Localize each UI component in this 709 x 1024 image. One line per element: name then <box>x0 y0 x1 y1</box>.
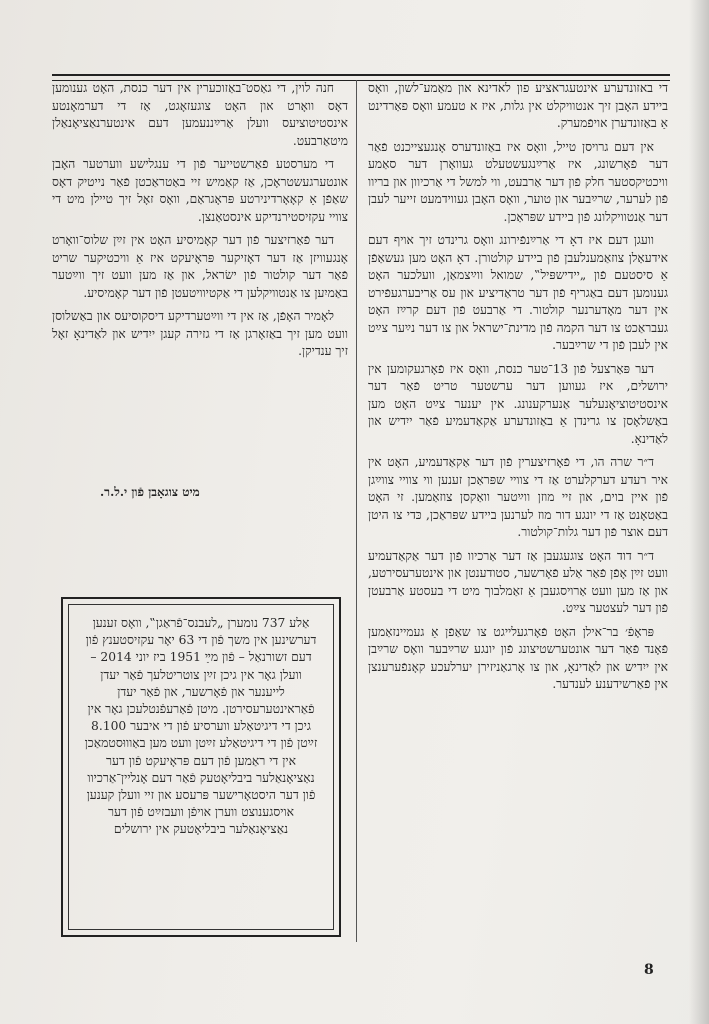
article-paragraph: פּראָפֿ׳ בר־אילן האָט פֿאָרגעלייגט צו שאַפֿן אַ געמיינזאַמען פֿאָנד פֿאַר דער אונטערשטיצונג פֿון יונגע שרײַבער וואָס שרײַבן אין ייִדיש און לאַדינאָ, און צו אָרגאַניזירן יערלעכע קאָנפֿערענצן אין פֿאַרשידענע לענדער. <box>368 624 668 691</box>
article-paragraph: דער פּאַרצעל פֿון 13־טער כנסת, וואָס איז פֿאָרגעקומען אין ירושלים, איז געווען דער ערשטער טריט פֿאַר דער אינסטיטוציאָנעלער אַנערקענונג. אין יענער צײַט האָט מען באַשלאָסן צו גרינדן אַ באַזונדערע אַקאַדעמיע פֿאַר ייִדיש און לאַדינאָ. <box>368 361 668 446</box>
archive-notice-box <box>61 597 341 937</box>
article-column-left <box>52 80 348 500</box>
page-fold-shadow <box>689 0 709 1024</box>
archive-notice-text: אַלע 737 נומערן „לעבנס־פֿראַגן‟, וואָס זענען דערשינען אין משך פֿון די 63 יאָר עקזיסטענץ פֿון דעם זשורנאַל – פֿון מײַ 1951 ביז יוני 2014 – וועלן גאָר אין גיכן זײַן צוטריטלעך פֿאַר יעדן לייענער און פֿאָרשער, און פֿאַר יעדן פֿאַראינטערעסירטן. מיטן פֿאַרעפֿנטלעכן גאָר אין גיכן די דיגיטאַלע ווערסיע פֿון די איבער 8.100 זײַטן פֿון די דיגיטאַלע זײַטן וועט מען באַוווּסטמאַכן אין די ראַמען פֿון דעם פּראָיעקט פֿון דער נאַציאָנאַלער ביבליאָטעק פֿאַר דעם אָנליין־אַרכיוו פֿון דער היסטאָרישער פּרעסע און זיי וועלן קענען אויסגענוצט ווערן אויפֿן וועבזײַט פֿון דער נאַציאָנאַלער ביבליאָטעק אין ירושלים <box>68 604 334 930</box>
article-signature: מיט צוגאָבן פֿון י.ל.ר. <box>100 485 200 499</box>
column-divider <box>356 80 357 942</box>
article-paragraph: לאָמיר האָפֿן, אַז אין די ווײַטערדיקע דיסקוסיעס און באַשלוסן וועט מען זיך באַזאָרגן אַז די גזירה קעגן ייִדיש און לאַדינאָ זאָל זיך ענדיקן. <box>52 309 348 358</box>
article-paragraph: חנה לוין, די גאַסט־באַזוכערין אין דער כנסת, האָט גענומען דאָס וואָרט און האָט צוגעזאָגט, אַז די דערמאָנטע אינסטיטוציעס וועלן אַרײַננעמען דעם אינטערנאַציאָנאַלן מיטאַרבעט. <box>52 81 348 148</box>
article-column-right <box>368 80 668 950</box>
article-paragraph: דער פֿאַרזיצער פֿון דער קאָמיסיע האָט אין זײַן שלוס־וואָרט אָנגעוויזן אַז דער דאָזיקער פּראָיעקט איז אַ וויכטיקער שריט פֿאַר דער קולטור פֿון ישׂראל, און אַז מען וועט זיך ווײַטער באַמיִען צו אַנטוויקלען די אַקטיוויטעטן פֿון דער קאָמיסיע. <box>52 233 348 300</box>
article-paragraph: ד״ר שרה הו, די פֿאָרזיצערין פֿון דער אַקאַדעמיע, האָט אין איר רעדע דערקלערט אַז די צוויי שפּראַכן זענען ווי צוויי צווײַגן פֿון איין בוים, און זיי מוזן ווײַטער וואַקסן צוזאַמען. זי האָט באַטאָנט אַז די יונגע דור מוז לערנען ביידע שפּראַכן, כּדי צו היטן דעם אוצר פֿון דער גלות־קולטור. <box>368 455 668 539</box>
page-number: 8 <box>644 962 654 978</box>
article-paragraph: ד״ר דוד האָט צוגעגעבן אַז דער אַרכיוו פֿון דער אַקאַדעמיע וועט זײַן אָפֿן פֿאַר אַלע פֿאָרשער, סטודענטן און אינטערעסירטע, און אַז מען וועט אַרויסגעבן אַ זאַמלבוך מיט די בעסטע אַרבעטן פֿון דער לעצטער צײַט. <box>368 548 668 615</box>
article-paragraph: וועגן דעם איז דאָ די אַרײַנפֿירונג וואָס גרינדט זיך אויף דעם אידעאַלן צוזאַמענלעבן פֿון ביידע קולטורן. דאָ האָט מען געשאַפֿן אַ סיסטעם פֿון „יידישפּיל‟, שמואל ווײַצמאַן, וועלכער האָט גענומען דעם באַגריף פֿון דער טראַדיציע און עס אַריבערגעפֿירט אין דער מאָדערנער קולטור. די אַרבעט פֿון דעם קרײַז האָט געבראַכט צו דער הקמה פֿון מדינת־ישראל און צו דער נײַער צײַט אין לעבן פֿון די שרײַבער. <box>368 233 668 352</box>
article-paragraph: אין דעם גרויסן טייל, וואָס איז באַזונדערס אָנגעצייכנט פֿאַר דער פֿאָרשונג, איז אַרײַנגעשטעלט געוואָרן דער סאַמע וויכטיקסטער חלק פֿון דער אַרבעט, ווי למשל די אַרכיוון און בריוו פֿון לערער, שרײַבער און טוער, וואָס האָבן געווידמעט זייער לעבן דער אַנטוויקלונג פֿון ביידע שפּראַכן. <box>368 139 668 224</box>
article-paragraph: די מערסטע פֿאַרשטייער פֿון די ענגלישע ווערטער האָבן אונטערגעשטראָכן, אַז קאַמיש זיי באַטראַכטן פֿאַר נייטיק דאָס שאַפֿן אַ קאָאָרדינירטע פּראָגראַם, וואָס זאָל זיך טיילן מיט די צוויי עקזיסטירנדיקע אינסטאַנצן. <box>52 157 348 224</box>
article-paragraph: די באזונדערע אינטעגראציע פון לאדינא און מאַמע־לשון, וואָס ביידע האָבן זיך אנטוויקלט אין גלות, איז א טעמע וואָס פאַרדינט אַ באַזונדערן אויפֿמערק. <box>368 81 668 130</box>
